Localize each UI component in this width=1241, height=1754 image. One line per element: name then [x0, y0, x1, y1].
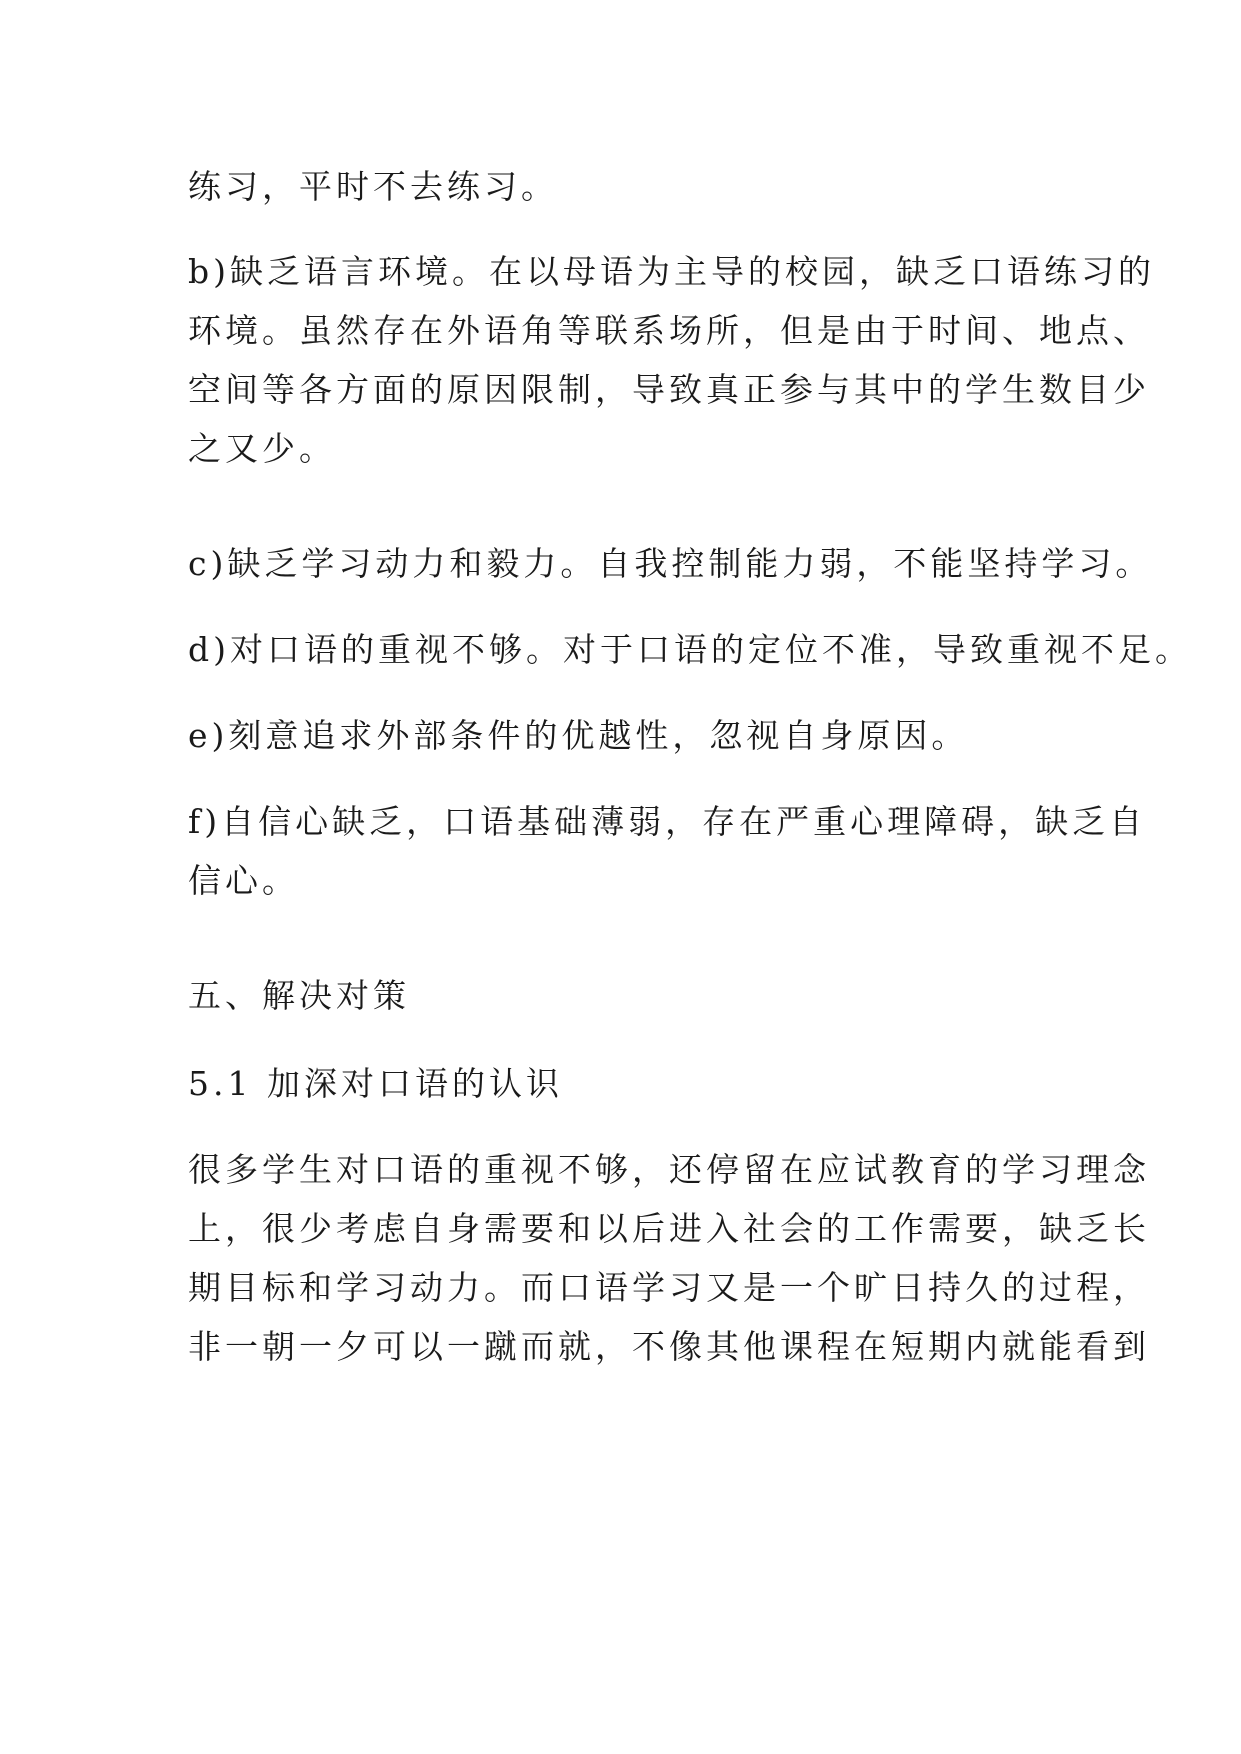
text-line: c)缺乏学习动力和毅力。自我控制能力弱，不能坚持学习。: [188, 544, 1153, 583]
paragraph-b: [188, 242, 1155, 478]
paragraph-continuation: [188, 157, 1068, 216]
text-line: f)自信心缺乏，口语基础薄弱，存在严重心理障碍，缺乏自: [188, 802, 1147, 841]
text-line: d)对口语的重视不够。对于口语的定位不准，导致重视不足。: [188, 630, 1192, 669]
text-line: 上，很少考虑自身需要和以后进入社会的工作需要，缺乏长: [188, 1209, 1150, 1248]
text-line: 空间等各方面的原因限制，导致真正参与其中的学生数目少: [188, 370, 1150, 409]
text-line: 环境。虽然存在外语角等联系场所，但是由于时间、地点、: [188, 311, 1150, 350]
text-line: b)缺乏语言环境。在以母语为主导的校园，缺乏口语练习的: [188, 252, 1155, 291]
text-line: 期目标和学习动力。而口语学习又是一个旷日持久的过程，: [188, 1268, 1150, 1307]
text-line: 五、解决对策: [188, 976, 410, 1015]
paragraph-c: [188, 534, 1153, 593]
text-line: 5.1 加深对口语的认识: [188, 1064, 563, 1103]
text-line: e)刻意追求外部条件的优越性，忽视自身原因。: [188, 716, 969, 755]
paragraph-d: [188, 620, 1192, 679]
text-line: 之又少。: [188, 429, 336, 468]
text-line: 很多学生对口语的重视不够，还停留在应试教育的学习理念: [188, 1150, 1150, 1189]
paragraph-f: [188, 792, 1147, 910]
text-line: 非一朝一夕可以一蹴而就，不像其他课程在短期内就能看到: [188, 1327, 1150, 1366]
text-line: 练习，平时不去练习。: [188, 167, 558, 206]
section-heading: [188, 966, 1068, 1025]
paragraph-body: [188, 1140, 1150, 1376]
text-line: 信心。: [188, 861, 299, 900]
paragraph-e: [188, 706, 1068, 765]
subsection-heading: [188, 1054, 1068, 1113]
